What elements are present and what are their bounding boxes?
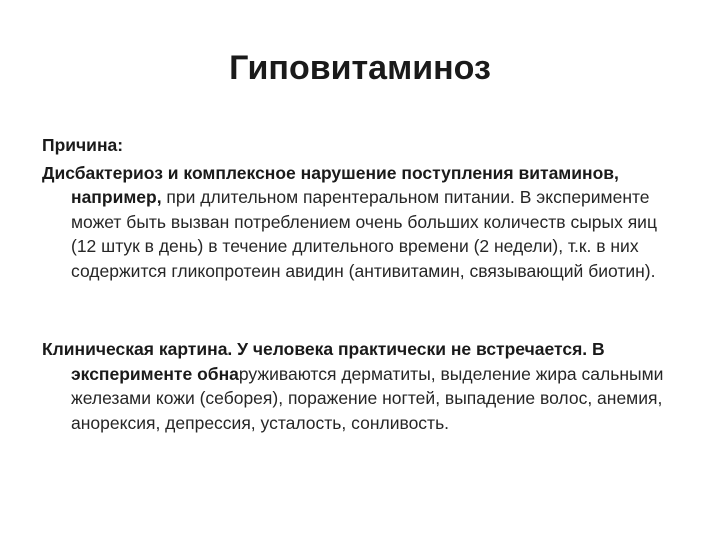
cause-bold-lead: Дисбактериоз и комплексное нарушение поступления витаминов, например, xyxy=(42,162,619,207)
clinical-bold-lead: Клиническая картина. У человека практически не встречается. В эксперименте обна xyxy=(42,339,605,384)
slide-title: Гиповитаминоз xyxy=(229,49,491,87)
clinical-section xyxy=(42,337,682,435)
cause-paragraph xyxy=(42,161,682,284)
cause-label: Причина: xyxy=(42,135,124,155)
clinical-paragraph xyxy=(42,337,682,435)
cause-text: при длительном парентеральном питании. В эксперименте может быть вызван потреблением очень больших количеств сырых яиц (12 штук в день) в течение длительного времени (2 недели), т.к. в них содержится гликопротеин авидин (антивитамин, связывающий биотин). xyxy=(71,187,657,281)
cause-section xyxy=(42,133,682,283)
clinical-text: руживаются дерматиты, выделение жира сальными железами кожи (себорея), поражение ногтей, выпадение волос, анемия, анорексия, депрессия, усталость, сонливость. xyxy=(71,363,664,433)
